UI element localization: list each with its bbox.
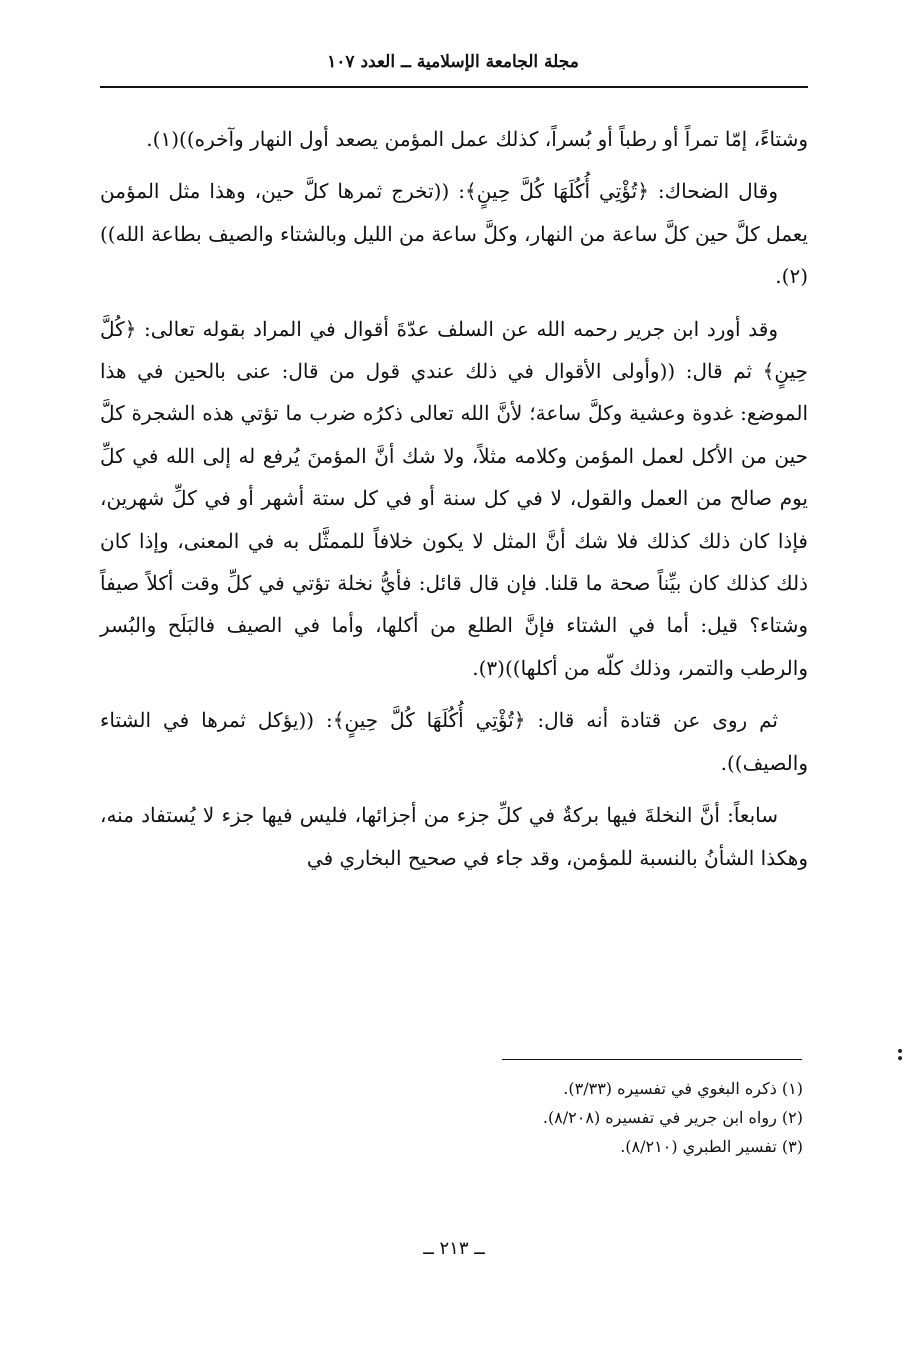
paragraph: سابعاً: أنَّ النخلةَ فيها بركةٌ في كلِّ جزء من أجزائها، فليس فيها جزء لا يُستفاد منه، وهكذا الشأنُ بالنسبة للمؤمن، وقد جاء في صحيح البخاري في	[100, 803, 808, 870]
margin-mark: :	[896, 1040, 905, 1066]
footnote: (٢) رواه ابن جرير في تفسيره (٨/٢٠٨).	[542, 1108, 803, 1127]
main-text	[100, 118, 808, 889]
running-header: مجلة الجامعة الإسلامية ــ العدد ١٠٧	[327, 52, 579, 72]
page-number: ــ ٢١٣ ــ	[423, 1238, 485, 1259]
paragraph: وشتاءً، إمّا تمراً أو رطباً أو بُسراً، كذلك عمل المؤمن يصعد أول النهار وآخره))(١).	[146, 127, 808, 151]
paragraph: ثم روى عن قتادة أنه قال: ﴿تُؤْتِي أُكُلَهَا كُلَّ حِينٍ﴾: ((يؤكل ثمرها في الشتاء والصيف)).	[100, 708, 808, 775]
header-divider	[100, 86, 808, 88]
footnote: (٣) تفسير الطبري (٨/٢١٠).	[620, 1137, 803, 1156]
footnote: (١) ذكره البغوي في تفسيره (٣/٣٣).	[563, 1079, 803, 1098]
paragraph: وقال الضحاك: ﴿تُؤْتِي أُكُلَهَا كُلَّ حِينٍ﴾: ((تخرج ثمرها كلَّ حين، وهذا مثل المؤمن يعمل كلَّ حين كلَّ ساعة من النهار، وكلَّ ساعة من الليل وبالشتاء والصيف بطاعة الله))(٢).	[100, 179, 808, 289]
footnotes	[100, 1074, 803, 1161]
paragraph: وقد أورد ابن جرير رحمه الله عن السلف عدّةَ أقوال في المراد بقوله تعالى: ﴿كُلَّ حِينٍ﴾ ثم قال: ((وأولى الأقوال في ذلك عندي قول من قال: عنى بالحين في هذا الموضع: غدوة وعشية وكلَّ ساعة؛ لأنَّ الله تعالى ذكرُه ضرب ما تؤتي هذه الشجرة كلَّ حين من الأكل لعمل المؤمن وكلامه مثلاً، ولا شك أنَّ المؤمنَ يُرفع له إلى الله في كلِّ يوم صالح من العمل والقول، لا في كل سنة أو في كل ستة أشهر أو في كلِّ شهرين، فإذا كان ذلك كذلك فلا شك أنَّ المثل لا يكون خلافاً للممثَّل به في المعنى، وإذا كان ذلك كذلك كان بيِّناً صحة ما قلنا. فإن قال قائل: فأيُّ نخلة تؤتي في كلِّ وقت أكلاً صيفاً وشتاء؟ قيل: أما في الشتاء فإنَّ الطلع من أكلها، وأما في الصيف فالبَلَح والبُسر والرطب والتمر، وذلك كلّه من أكلها))(٣).	[100, 316, 809, 680]
footnote-divider	[502, 1059, 802, 1060]
